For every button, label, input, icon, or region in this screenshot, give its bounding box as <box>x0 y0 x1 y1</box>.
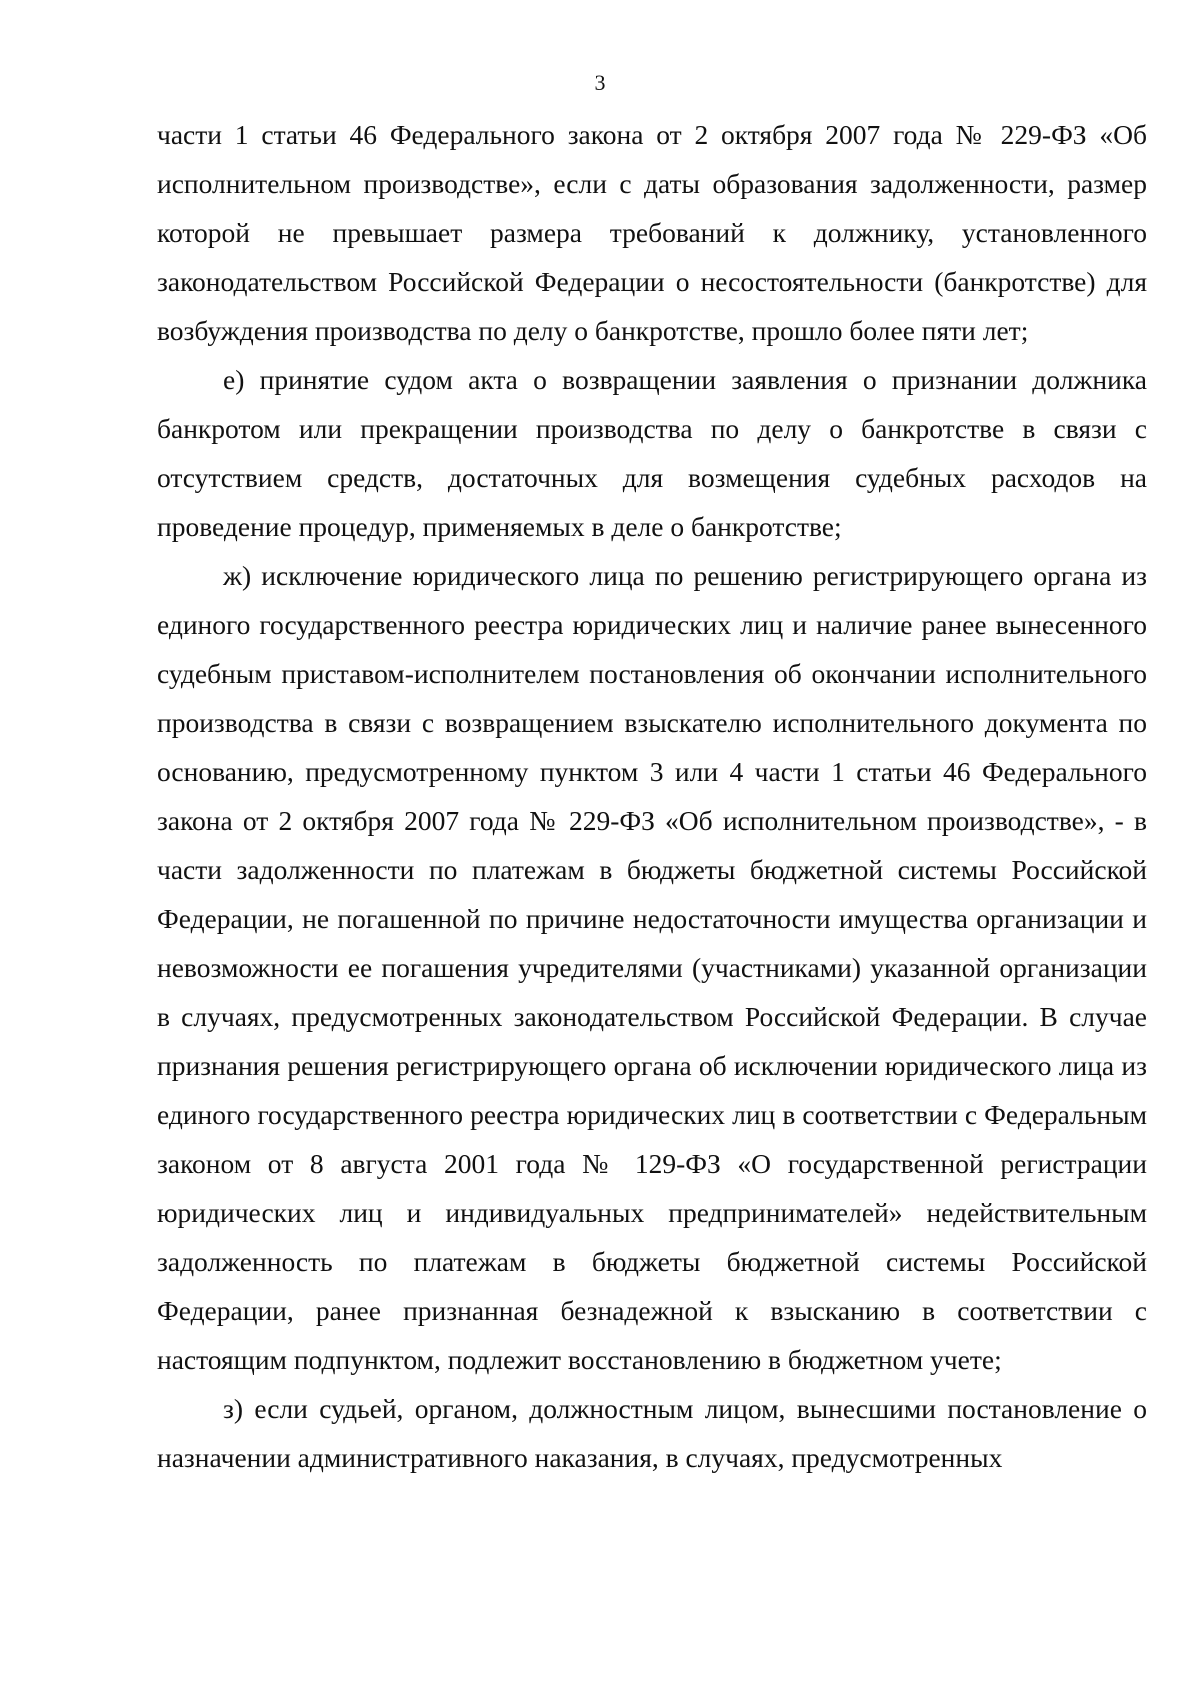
paragraph-continuation: части 1 статьи 46 Федерального закона от 2 октября 2007 года № 229-ФЗ «Об исполнительном производстве», если с даты образования задолженности, размер которой не превышает размера требований к должнику, установленного законодательством Российской Федерации о несостоятельности (банкротстве) для возбуждения производства по делу о банкротстве, прошло более пяти лет; <box>157 119 1147 346</box>
paragraph-item-z: з) если судьей, органом, должностным лицом, вынесшими постановление о назначении административного наказания, в случаях, предусмотренных <box>157 1393 1147 1473</box>
paragraph-item-e: е) принятие судом акта о возвращении заявления о признании должника банкротом или прекращении производства по делу о банкротстве в связи с отсутствием средств, достаточных для возмещения судебных расходов на проведение процедур, применяемых в деле о банкротстве; <box>157 364 1147 542</box>
paragraph-item-zh: ж) исключение юридического лица по решению регистрирующего органа из единого государственного реестра юридических лиц и наличие ранее вынесенного судебным приставом-исполнителем постановления об окончании исполнительного производства в связи с возвращением взыскателю исполнительного документа по основанию, предусмотренному пунктом 3 или 4 части 1 статьи 46 Федерального закона от 2 октября 2007 года № 229-ФЗ «Об исполнительном производстве», - в части задолженности по платежам в бюджеты бюджетной системы Российской Федерации, не погашенной по причине недостаточности имущества организации и невозможности ее погашения учредителями (участниками) указанной организации в случаях, предусмотренных законодательством Российской Федерации. В случае признания решения регистрирующего органа об исключении юридического лица из единого государственного реестра юридических лиц в соответствии с Федеральным законом от 8 августа 2001 года № 129-ФЗ «О государственной регистрации юридических лиц и индивидуальных предпринимателей» недействительным задолженность по платежам в бюджеты бюджетной системы Российской Федерации, ранее признанная безнадежной к взысканию в соответствии с настоящим подпунктом, подлежит восстановлению в бюджетном учете; <box>157 560 1147 1375</box>
document-body <box>157 110 1147 1482</box>
page-number: 3 <box>594 70 606 95</box>
